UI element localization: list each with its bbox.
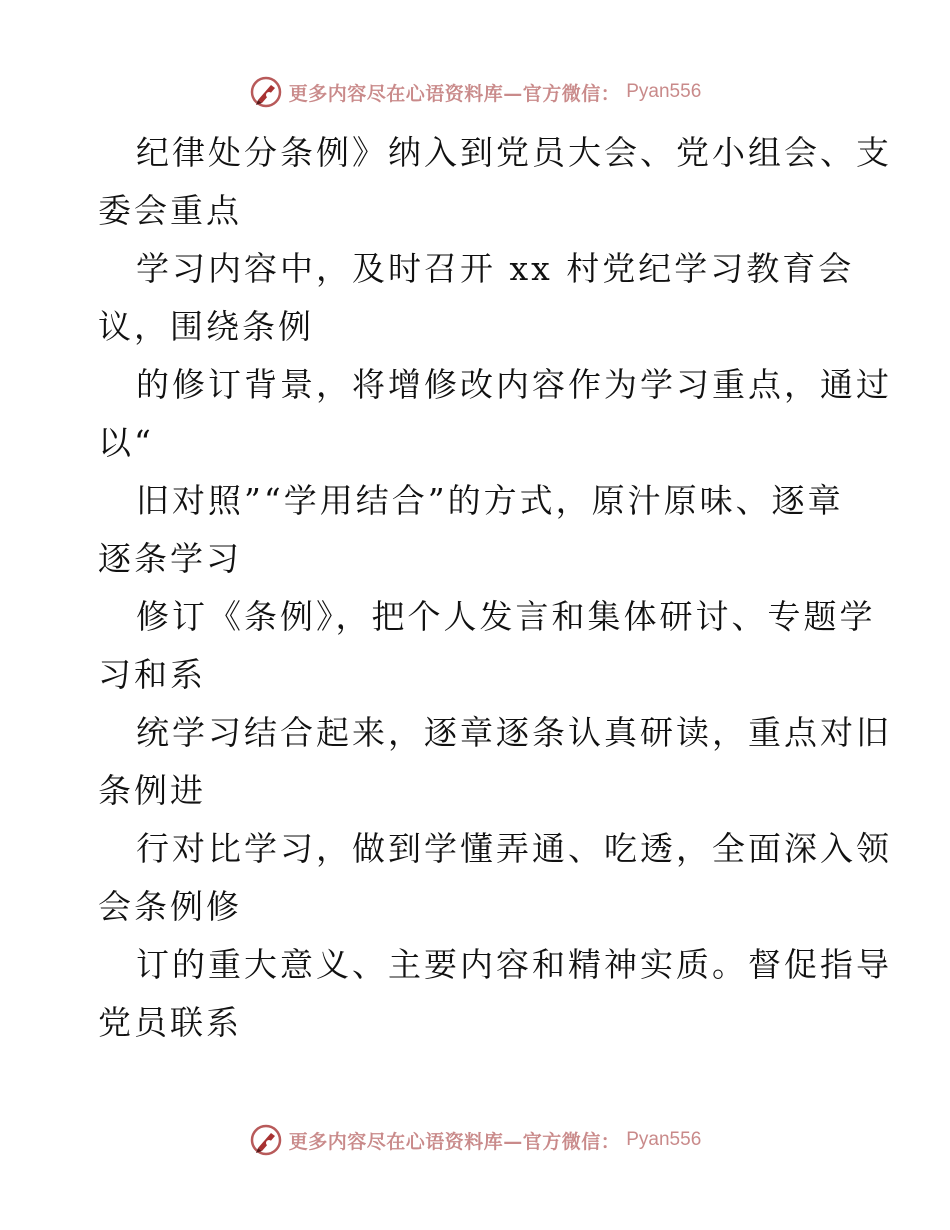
text-line: 逐条学习: [98, 539, 242, 578]
text-line: 修订《条例》，把个人发言和集体研讨、专题学: [136, 597, 876, 636]
text-line: 旧对照”“学用结合”的方式，原汁原味、逐章: [136, 481, 844, 520]
text-line: 会条例修: [98, 887, 242, 926]
text-line: 订的重大意义、主要内容和精神实质。督促指导: [136, 945, 892, 984]
document-body: [98, 124, 892, 1052]
watermark-text: 更多内容尽在心语资料库—官方微信：: [288, 1130, 621, 1153]
text-line: 的修订背景，将增修改内容作为学习重点，通过: [136, 365, 892, 404]
text-line: 党员联系: [98, 1003, 242, 1042]
text-line: 条例进: [98, 771, 206, 810]
watermark-handle: Pyan556: [626, 81, 702, 102]
pen-logo-icon: [249, 75, 283, 109]
text-line: 统学习结合起来，逐章逐条认真研读，重点对旧: [136, 713, 892, 752]
watermark-handle: Pyan556: [626, 1129, 702, 1150]
watermark-text: 更多内容尽在心语资料库—官方微信：: [288, 82, 621, 105]
text-line: 委会重点: [98, 191, 242, 230]
text-line: 行对比学习，做到学懂弄通、吃透，全面深入领: [136, 829, 892, 868]
text-line: 议，围绕条例: [98, 307, 314, 346]
text-line: 纪律处分条例》纳入到党员大会、党小组会、支: [136, 133, 892, 172]
pen-logo-icon: [249, 1123, 283, 1157]
text-line: 以“: [98, 423, 154, 462]
header-watermark: [0, 72, 950, 112]
text-line: 学习内容中，及时召开 xx 村党纪学习教育会: [136, 249, 855, 288]
footer-watermark: [0, 1120, 950, 1160]
text-line: 习和系: [98, 655, 206, 694]
